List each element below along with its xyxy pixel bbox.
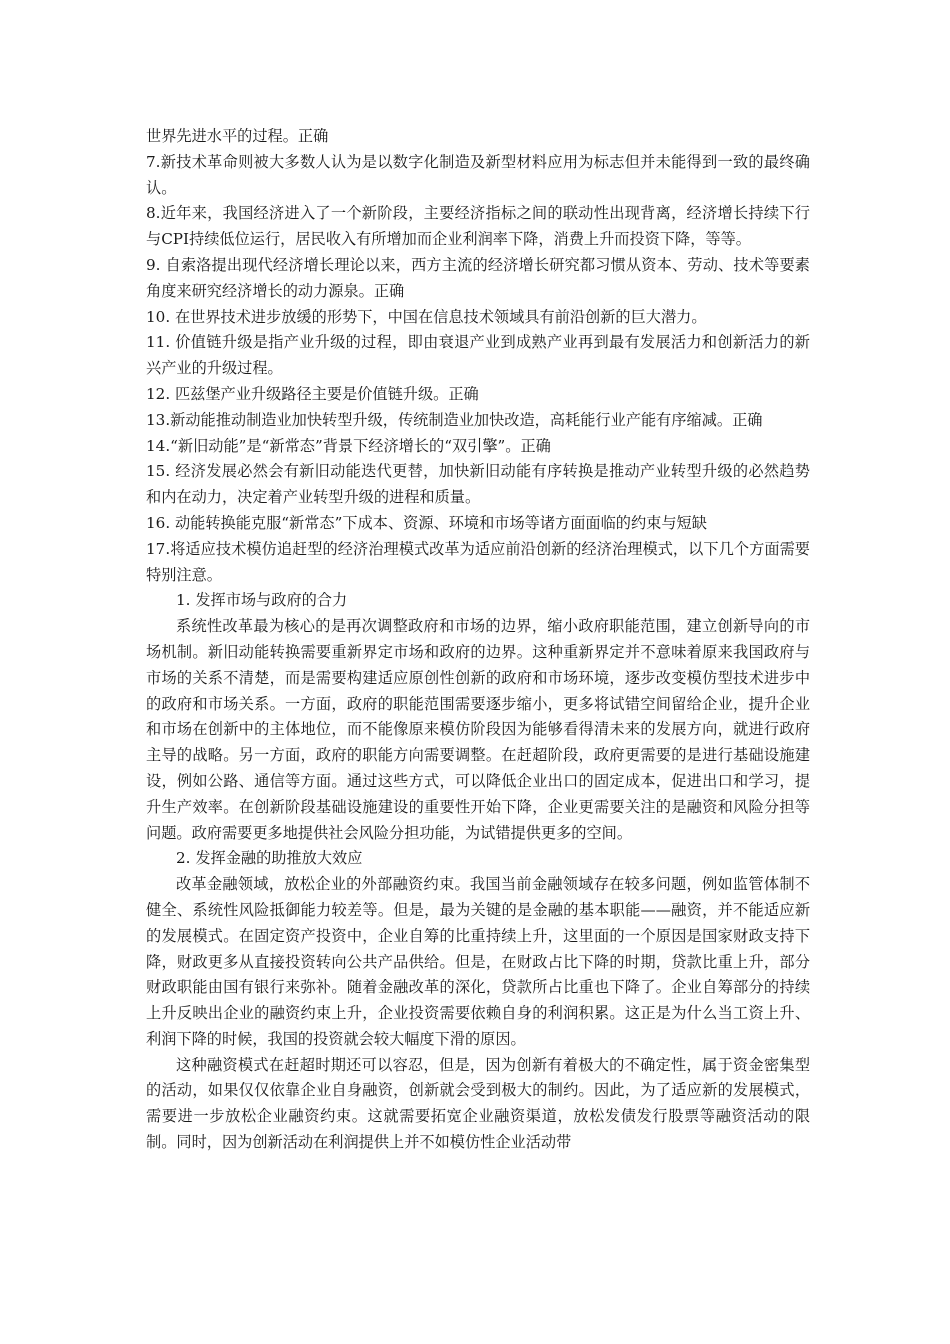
item-9: 9. 自索洛提出现代经济增长理论以来，西方主流的经济增长研究都习惯从资本、劳动、技术等要素角度来研究经济增长的动力源泉。正确 bbox=[146, 255, 810, 300]
item-8: 8.近年来，我国经济进入了一个新阶段，主要经济指标之间的联动性出现背离，经济增长持续下行与CPI持续低位运行，居民收入有所增加而企业利润率下降，消费上升而投资下降，等等。 bbox=[146, 204, 810, 249]
item-16: 16. 动能转换能克服“新常态”下成本、资源、环境和市场等诸方面面临的约束与短缺 bbox=[146, 513, 707, 532]
body-paragraph: 改革金融领域，放松企业的外部融资约束。我国当前金融领域存在较多问题，例如监管体制不健全、系统性风险抵御能力较差等。但是，最为关键的是金融的基本职能——融资，并不能适应新的发展模式。在固定资产投资中，企业自筹的比重持续上升，这里面的一个原因是国家财政支持下降，财政更多从直接投资转向公共产品供给。但是，在财政占比下降的时期，贷款比重上升，部分财政职能由国有银行来弥补。随着金融改革的深化，贷款所占比重也下降了。企业自筹部分的持续上升反映出企业的融资约束上升，企业投资需要依赖自身的利润积累。这正是为什么当工资上升、利润下降的时候，我国的投资就会较大幅度下滑的原因。 bbox=[146, 875, 810, 1048]
section-heading-1: 1. 发挥市场与政府的合力 bbox=[176, 591, 348, 610]
item-12: 12. 匹兹堡产业升级路径主要是价值链升级。正确 bbox=[146, 384, 479, 403]
document-body bbox=[146, 124, 810, 1156]
paragraph-line-continuation: 世界先进水平的过程。正确 bbox=[146, 127, 329, 145]
item-17: 17.将适应技术模仿追赶型的经济治理模式改革为适应前沿创新的经济治理模式，以下几个方面需要特别注意。 bbox=[146, 539, 810, 584]
item-15: 15. 经济发展必然会有新旧动能迭代更替，加快新旧动能有序转换是推动产业转型升级的必然趋势和内在动力，决定着产业转型升级的进程和质量。 bbox=[146, 462, 810, 507]
item-13: 13.新动能推动制造业加快转型升级，传统制造业加快改造，高耗能行业产能有序缩减。正确 bbox=[146, 410, 763, 429]
item-14: 14.“新旧动能”是“新常态”背景下经济增长的“双引擎”。正确 bbox=[146, 436, 551, 455]
item-7: 7.新技术革命则被大多数人认为是以数字化制造及新型材料应用为标志但并未能得到一致的最终确认。 bbox=[146, 152, 810, 197]
item-11: 11. 价值链升级是指产业升级的过程，即由衰退产业到成熟产业再到最有发展活力和创新活力的新兴产业的升级过程。 bbox=[146, 333, 810, 378]
body-paragraph: 系统性改革最为核心的是再次调整政府和市场的边界，缩小政府职能范围，建立创新导向的市场机制。新旧动能转换需要重新界定市场和政府的边界。这种重新界定并不意味着原来我国政府与市场的关系不清楚，而是需要构建适应原创性创新的政府和市场环境，逐步改变模仿型技术进步中的政府和市场关系。一方面，政府的职能范围需要逐步缩小，更多将试错空间留给企业，提升企业和市场在创新中的主体地位，而不能像原来模仿阶段因为能够看得清未来的发展方向，就进行政府主导的战略。另一方面，政府的职能方向需要调整。在赶超阶段，政府更需要的是进行基础设施建设，例如公路、通信等方面。通过这些方式，可以降低企业出口的固定成本，促进出口和学习，提升生产效率。在创新阶段基础设施建设的重要性开始下降，企业更需要关注的是融资和风险分担等问题。政府需要更多地提供社会风险分担功能，为试错提供更多的空间。 bbox=[146, 617, 810, 842]
body-paragraph: 这种融资模式在赶超时期还可以容忍，但是，因为创新有着极大的不确定性，属于资金密集型的活动，如果仅仅依靠企业自身融资，创新就会受到极大的制约。因此，为了适应新的发展模式，需要进一步放松企业融资约束。这就需要拓宽企业融资渠道，放松发债发行股票等融资活动的限制。同时，因为创新活动在利润提供上并不如模仿性企业活动带 bbox=[146, 1055, 810, 1152]
item-10: 10. 在世界技术进步放缓的形势下，中国在信息技术领域具有前沿创新的巨大潜力。 bbox=[146, 307, 707, 326]
section-heading-2: 2. 发挥金融的助推放大效应 bbox=[176, 849, 363, 868]
